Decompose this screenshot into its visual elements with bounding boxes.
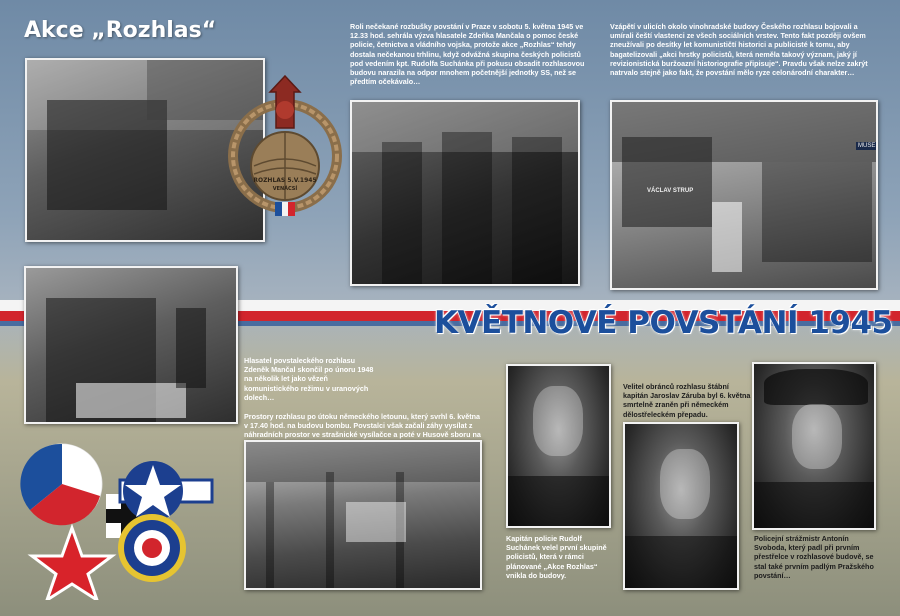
photo-announcer-mancal: [24, 266, 238, 424]
caption-intro-1: Roli nečekané rozbušky povstání v Praze v sobotu 5. května 1945 ve 12.33 hod. sehrála výzva hlasatele Zdeňka Mančala o pomoc české policie, četnictva a vládního vojska, protože akce „Rozhlas“ tehdy dostala nečekanou trhlinu, když odvážná skupina českých policistů pod vedením kpt. Rudolfa Suchánka při pokusu obsadit rozhlasovou budovu narazila na odpor mnohem početnější jednotky SS, než se předtím očekávalo…: [350, 22, 585, 87]
raf-roundel-icon: [118, 514, 186, 582]
caption-mancal: Hlasatel povstaleckého rozhlasu Zdeněk Mančal skončil po únoru 1948 na několik let jako vězeň komunistického režimu v uranových dolech…: [244, 356, 374, 402]
photo-street-truck: [610, 100, 878, 290]
portrait-suchanek: [506, 364, 611, 528]
caption-zaruba: Velitel obránců rozhlasu štábní kapitán Jaroslav Záruba byl 6. května smrtelně zraněn při německém dělostřeleckém přepadu.: [623, 382, 751, 419]
czechoslovak-roundel-icon: [20, 444, 102, 525]
street-sign: MUSE: [858, 143, 876, 149]
rozhlas-medal: [228, 70, 342, 226]
usaaf-star-icon: [120, 461, 212, 521]
main-title: KVĚTNOVÉ POVSTÁNÍ 1945: [434, 305, 893, 341]
truck-sign: VÁCLAV STRUP: [647, 188, 694, 194]
caption-suchanek: Kapitán policie Rudolf Suchánek velel první skupině policistů, která v rámci plánované „Akce Rozhlas“ vnikla do budovy.: [506, 534, 607, 580]
caption-studio: Prostory rozhlasu po útoku německého letounu, který svrhl 6. května v 17.40 hod. na budovu bombu. Povstalci však začali záhy vysílat z náhradních prostor ve strašnické vysílačce a poté v Husově sboru na: [244, 412, 481, 440]
portrait-svoboda: [752, 362, 876, 530]
portrait-zaruba: [623, 422, 739, 590]
allied-insignia: [20, 440, 220, 600]
photo-destroyed-studio: [244, 440, 482, 590]
medal-lettering: ROZHLAS 5.V.1945: [253, 177, 317, 184]
photo-armed-group: [350, 100, 580, 286]
section-title: Akce „Rozhlas“: [24, 18, 217, 43]
medal-lettering-bottom: VENÁCSÍ: [272, 186, 298, 192]
red-star-icon: [32, 528, 112, 600]
caption-intro-2: Vzápětí v ulicích okolo vinohradské budovy Českého rozhlasu bojovali a umírali čeští vlastenci ze všech sociálních vrstev. Tento fakt později ovšem zneužívali po desítky let komunističtí historici a publicisté k tomu, aby bagatelizovali „akci hrstky policistů, která neměla takový význam, jaký jí revizionistická buržoazní historiografie připisuje“. Pravdu však nelze zakrýt natrvalo stejně jako fakt, že povstání mělo ryze celonárodní charakter…: [610, 22, 868, 78]
caption-svoboda: Policejní strážmistr Antonín Svoboda, který padl při prvním přestřelce v rozhlasové budově, se stal také prvním padlým Pražského povstání…: [754, 534, 874, 580]
